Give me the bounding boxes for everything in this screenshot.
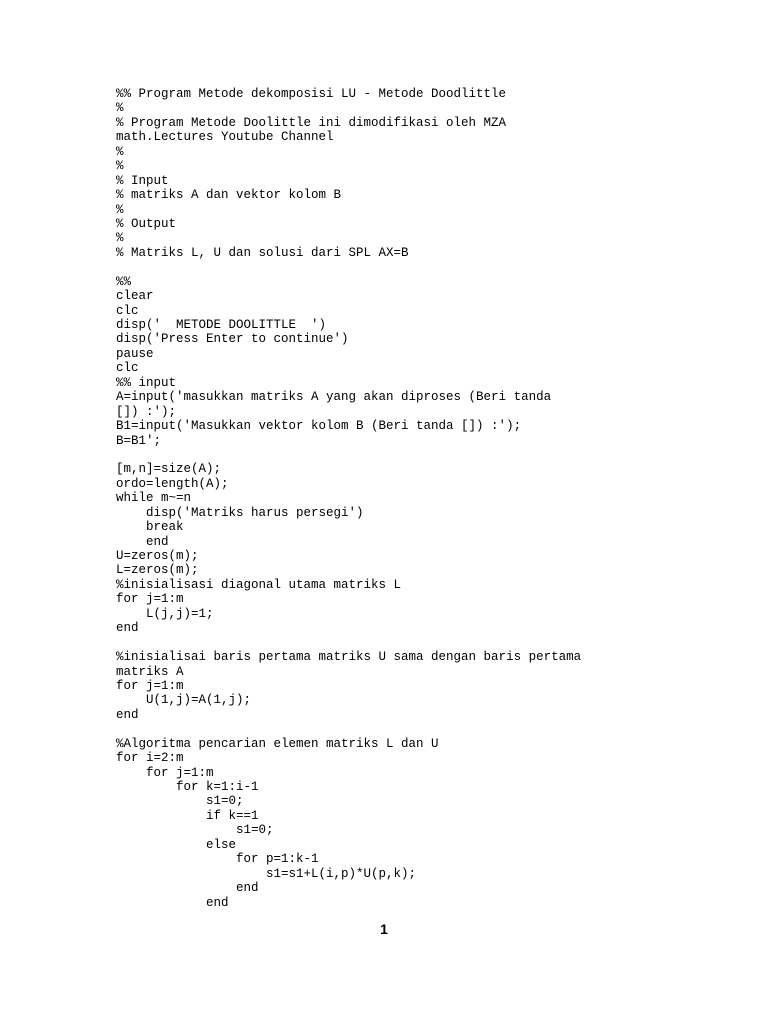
code-line: disp('Matriks harus persegi') bbox=[116, 505, 364, 520]
code-line: clear bbox=[116, 289, 154, 304]
code-line: B1=input('Masukkan vektor kolom B (Beri tanda []) :'); bbox=[116, 419, 522, 434]
code-line: U=zeros(m); bbox=[116, 549, 199, 563]
code-line: []) :'); bbox=[116, 404, 177, 419]
code-line: for k=1:i-1 bbox=[116, 780, 259, 794]
code-line: % bbox=[116, 202, 124, 217]
code-line: end bbox=[116, 895, 229, 910]
code-line: disp('Press Enter to continue') bbox=[116, 332, 349, 347]
code-line: if k==1 bbox=[116, 808, 259, 823]
code-line: math.Lectures Youtube Channel bbox=[116, 130, 334, 145]
code-line: %% Program Metode dekomposisi LU - Metode Doodlittle bbox=[116, 87, 507, 101]
code-line: L=zeros(m); bbox=[116, 563, 199, 578]
code-line: B=B1'; bbox=[116, 433, 162, 448]
code-line: clc bbox=[116, 303, 139, 318]
code-line: s1=0; bbox=[116, 823, 274, 838]
code-line: for j=1:m bbox=[116, 592, 184, 607]
code-line: A=input('masukkan matriks A yang akan diproses (Beri tanda bbox=[116, 390, 552, 405]
code-line: % bbox=[116, 101, 124, 116]
code-line: [m,n]=size(A); bbox=[116, 462, 222, 477]
code-line: %% input bbox=[116, 375, 177, 390]
code-line: % bbox=[116, 231, 124, 246]
code-line: ordo=length(A); bbox=[116, 476, 229, 491]
code-line: %Algoritma pencarian elemen matriks L dan U bbox=[116, 736, 439, 751]
code-line: for i=2:m bbox=[116, 751, 184, 766]
code-line: disp(' METODE DOOLITTLE ') bbox=[116, 318, 327, 332]
code-line: break bbox=[116, 520, 184, 535]
code-listing bbox=[116, 87, 716, 910]
code-line: clc bbox=[116, 361, 139, 376]
code-line: s1=0; bbox=[116, 794, 244, 809]
code-line: else bbox=[116, 837, 237, 852]
code-line: % Output bbox=[116, 216, 177, 231]
code-line bbox=[116, 260, 716, 274]
code-line: end bbox=[116, 534, 169, 549]
code-line: end bbox=[116, 881, 259, 896]
code-line bbox=[116, 636, 716, 650]
code-line: %inisialisai baris pertama matriks U sama dengan baris pertama bbox=[116, 650, 582, 665]
code-line: %inisialisasi diagonal utama matriks L bbox=[116, 577, 402, 592]
code-line: matriks A bbox=[116, 664, 184, 679]
code-line: while m~=n bbox=[116, 491, 192, 506]
code-line: s1=s1+L(i,p)*U(p,k); bbox=[116, 866, 417, 881]
page-number: 1 bbox=[380, 921, 388, 937]
code-line: for j=1:m bbox=[116, 765, 214, 780]
code-line: U(1,j)=A(1,j); bbox=[116, 693, 252, 708]
code-line bbox=[116, 722, 716, 736]
code-line: for j=1:m bbox=[116, 678, 184, 693]
code-line: end bbox=[116, 707, 139, 722]
code-line: % bbox=[116, 144, 124, 159]
code-line bbox=[116, 448, 716, 462]
code-line: % Matriks L, U dan solusi dari SPL AX=B bbox=[116, 245, 409, 260]
code-line: pause bbox=[116, 346, 154, 361]
code-line: % matriks A dan vektor kolom B bbox=[116, 188, 342, 203]
code-line: % bbox=[116, 159, 124, 174]
code-line: % Input bbox=[116, 173, 169, 188]
code-line: L(j,j)=1; bbox=[116, 606, 214, 621]
code-line: % Program Metode Doolittle ini dimodifikasi oleh MZA bbox=[116, 115, 507, 130]
code-line: end bbox=[116, 621, 139, 636]
code-line: for p=1:k-1 bbox=[116, 852, 319, 867]
code-line: %% bbox=[116, 274, 132, 289]
